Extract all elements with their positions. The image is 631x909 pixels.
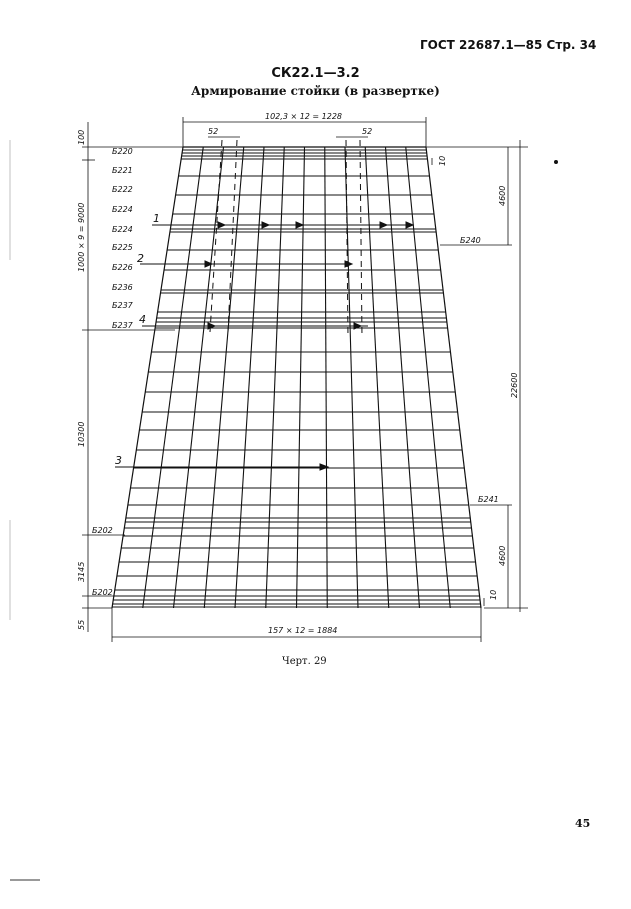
bar-label: Б222 — [112, 185, 133, 194]
vertical-bar — [143, 147, 204, 608]
bar-label: Б226 — [112, 263, 133, 272]
dashed-bar-left-1 — [210, 140, 222, 332]
page-number: 45 — [575, 817, 591, 830]
left-low-dim: 3145 — [77, 561, 86, 582]
marker-3: 3 — [115, 454, 122, 467]
drawing-title: СК22.1—3.2 — [271, 66, 360, 81]
bar-label: Б202 — [92, 588, 113, 597]
bar-label: Б224 — [112, 225, 133, 234]
vertical-bar — [345, 147, 358, 608]
vertical-bar — [325, 147, 328, 608]
left-bottom-dim: 55 — [77, 619, 86, 630]
vertical-bar — [266, 147, 285, 608]
scan-speck — [554, 160, 558, 164]
top-width-label: 102,3 × 12 = 1228 — [265, 112, 343, 121]
bar-label: Б236 — [112, 283, 133, 292]
marker-4: 4 — [139, 313, 146, 326]
marker-2: 2 — [137, 252, 144, 265]
vertical-bar — [235, 147, 264, 608]
bar-label-right: Б240 — [460, 236, 481, 245]
bar-label: Б225 — [112, 243, 133, 252]
gap-left-label: 52 — [208, 127, 219, 136]
gap-right-label: 52 — [362, 127, 373, 136]
vertical-bar — [297, 147, 305, 608]
drawing-subtitle: Армирование стойки (в развертке) — [191, 84, 440, 98]
figure-caption: Черт. 29 — [282, 656, 327, 667]
left-edge — [112, 147, 183, 608]
vertical-bar — [386, 147, 420, 608]
bar-label: Б221 — [112, 166, 133, 175]
bottom-width-label: 157 × 12 = 1884 — [268, 626, 338, 635]
right-top-dim: 10 — [438, 155, 447, 166]
vertical-bar — [406, 147, 451, 608]
bar-label: Б202 — [92, 526, 113, 535]
right-total-dim: 22600 — [510, 372, 519, 398]
bar-label: Б237 — [112, 321, 133, 330]
bar-label: Б224 — [112, 205, 133, 214]
bar-label: Б237 — [112, 301, 133, 310]
document-header: ГОСТ 22687.1—85 Стр. 34 — [420, 38, 597, 52]
vertical-bar — [204, 147, 244, 608]
left-top-dim: 100 — [77, 129, 86, 145]
vertical-bar — [365, 147, 389, 608]
dashed-bar-right-2 — [360, 140, 362, 338]
right-bottom-dim: 10 — [489, 589, 498, 600]
left-upper-dim: 1000 × 9 = 9000 — [77, 202, 86, 272]
bar-label-right: Б241 — [478, 495, 499, 504]
right-edge — [426, 147, 481, 608]
vertical-bar — [174, 147, 224, 608]
right-low-dim: 4600 — [498, 545, 507, 566]
right-upper-dim: 4600 — [498, 185, 507, 206]
bar-label: Б220 — [112, 147, 133, 156]
left-mid-dim: 10300 — [77, 421, 86, 447]
marker-1: 1 — [153, 212, 160, 225]
